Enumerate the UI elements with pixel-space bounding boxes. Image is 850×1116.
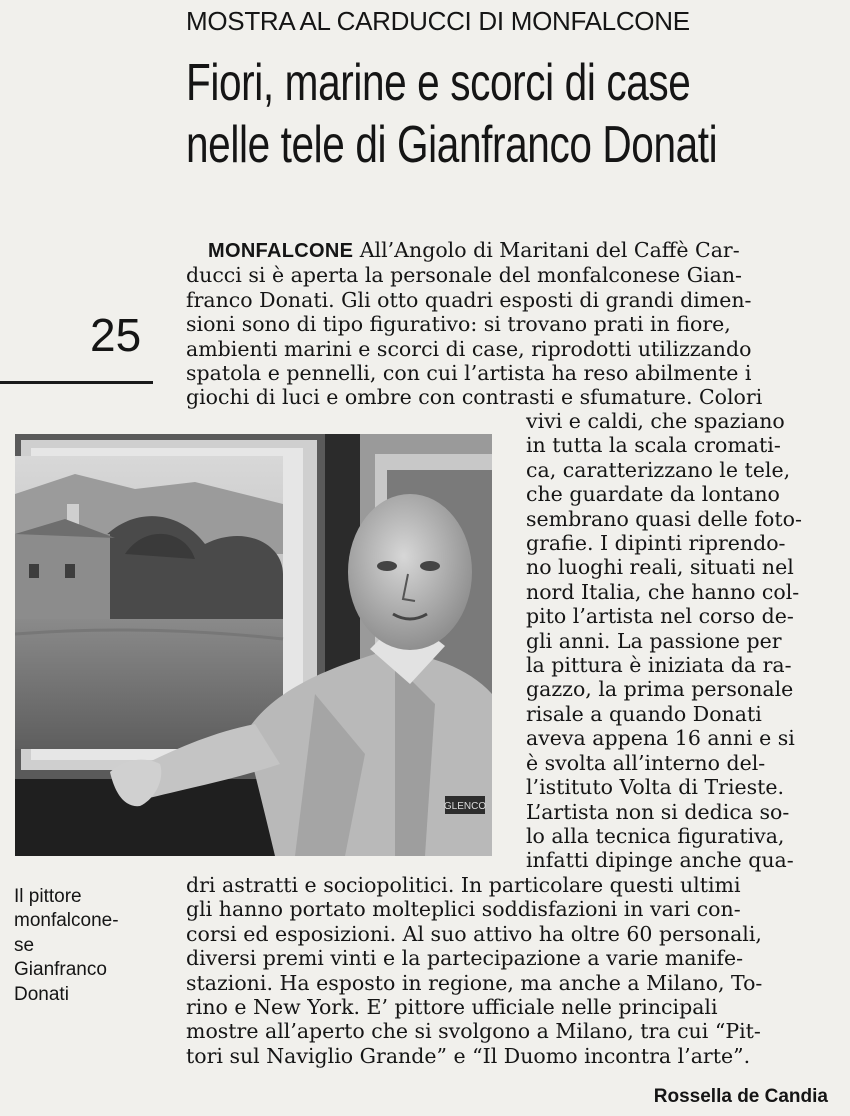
dateline: MONFALCONE xyxy=(208,240,354,262)
body-line: franco Donati. Gli otto quadri esposti di grandi dimen- xyxy=(186,287,752,312)
body-line: ducci si è aperta la personale del monfalconese Gian- xyxy=(186,263,742,288)
headline-line: nelle tele di Gianfranco Donati xyxy=(186,116,718,174)
photo-caption xyxy=(14,885,164,1007)
body-line: ambienti marini e scorci di case, riprodotti utilizzando xyxy=(186,336,752,361)
page-number: 25 xyxy=(90,309,142,361)
body-line: gli anni. La passione per xyxy=(526,628,782,653)
headline-line: Fiori, marine e scorci di case xyxy=(186,54,691,112)
body-line: stazioni. Ha esposto in regione, ma anche a Milano, To- xyxy=(186,970,763,995)
body-line: pito l’artista nel corso de- xyxy=(526,604,794,629)
caption-line: se xyxy=(14,934,35,956)
caption-line: Donati xyxy=(14,983,69,1005)
body-line: gli hanno portato molteplici soddisfazioni in vari con- xyxy=(186,897,741,922)
body-text-top xyxy=(186,238,836,410)
body-line: MONFALCONE All’Angolo di Maritani del Caffè Car- xyxy=(208,238,740,262)
body-text-bottom xyxy=(186,873,836,1068)
body-line: aveva appena 16 anni e si xyxy=(526,726,795,751)
body-line: rino e New York. E’ pittore ufficiale nelle principali xyxy=(186,995,718,1020)
body-line: mostre all’aperto che si svolgono a Milano, tra cui “Pit- xyxy=(186,1019,761,1044)
article-headline xyxy=(186,52,717,176)
body-line: spatola e pennelli, con cui l’artista ha reso abilmente i xyxy=(186,361,752,386)
body-line: diversi premi vinti e la partecipazione a varie manife- xyxy=(186,946,744,971)
body-line: corsi ed esposizioni. Al suo attivo ha oltre 60 personali, xyxy=(186,921,762,946)
body-line: vivi e caldi, che spaziano xyxy=(526,409,785,433)
divider-rule xyxy=(0,381,153,384)
body-line: in tutta la scala cromati- xyxy=(526,433,781,458)
jacket-logo: GLENCO xyxy=(443,801,487,812)
article-photo xyxy=(15,434,492,856)
body-line: grafie. I dipinti riprendo- xyxy=(526,531,786,556)
body-line: tori sul Naviglio Grande” e “Il Duomo incontra l’arte”. xyxy=(186,1043,751,1068)
caption-line: Gianfranco xyxy=(14,959,107,981)
body-line: l’istituto Volta di Trieste. xyxy=(526,775,785,800)
article-kicker: MOSTRA AL CARDUCCI DI MONFALCONE xyxy=(186,6,690,36)
body-line: è svolta all’interno del- xyxy=(526,750,766,775)
body-line: sembrano quasi delle foto- xyxy=(526,506,802,531)
body-line: nord Italia, che hanno col- xyxy=(526,579,800,604)
body-line: sioni sono di tipo figurativo: si trovano prati in fiore, xyxy=(186,312,731,337)
body-line: dri astratti e sociopolitici. In particolare questi ultimi xyxy=(186,873,741,897)
caption-line: Il pittore xyxy=(14,886,82,907)
caption-line: monfalcone- xyxy=(14,910,119,932)
body-line: la pittura è iniziata da ra- xyxy=(526,653,792,678)
body-line: ca, caratterizzano le tele, xyxy=(526,457,791,482)
body-line: risale a quando Donati xyxy=(526,701,762,726)
body-line: che guardate da lontano xyxy=(526,482,780,507)
body-text-right xyxy=(526,409,838,873)
body-line: lo alla tecnica figurativa, xyxy=(526,823,785,848)
author-signature: Rossella de Candia xyxy=(653,1086,828,1107)
body-line: infatti dipinge anche qua- xyxy=(526,848,794,873)
body-line: giochi di luci e ombre con contrasti e sfumature. Colori xyxy=(186,385,763,410)
body-line: L’artista non si dedica so- xyxy=(526,799,790,824)
body-line: gazzo, la prima personale xyxy=(526,677,794,702)
body-line: no luoghi reali, situati nel xyxy=(526,555,794,580)
